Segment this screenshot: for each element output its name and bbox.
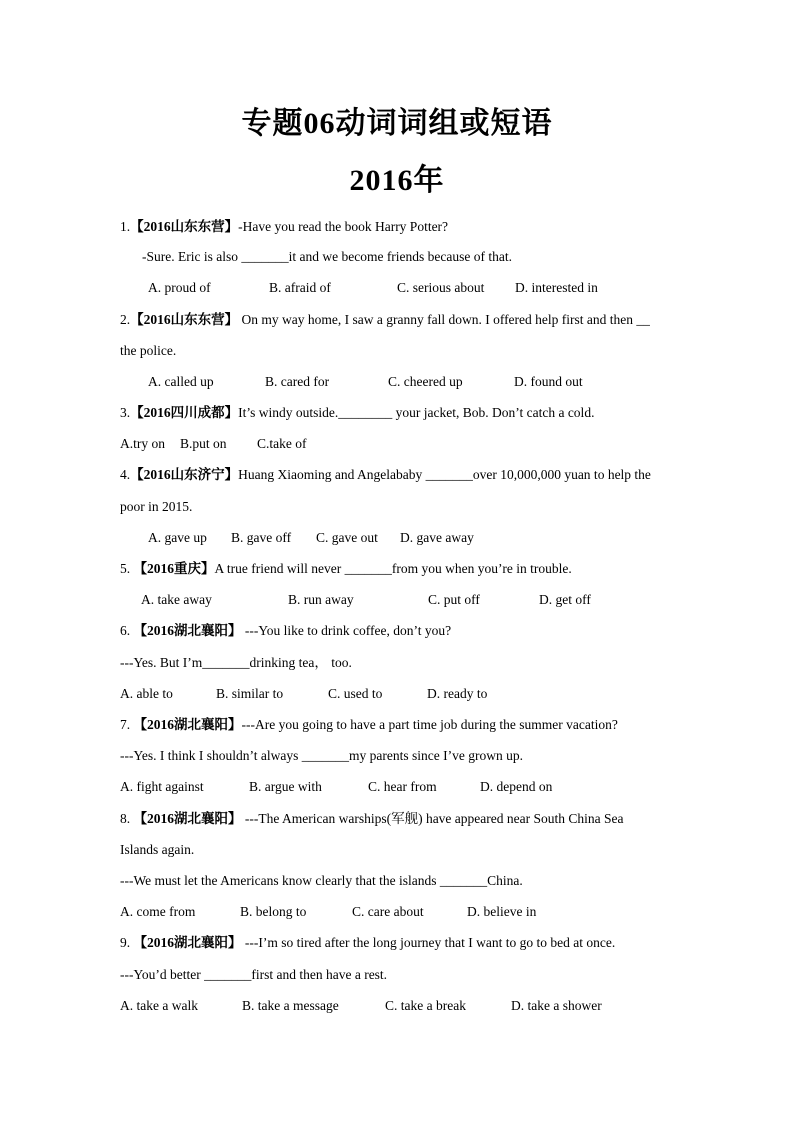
question-source: 【2016湖北襄阳】 — [133, 623, 242, 638]
option-b: B. take a message — [242, 998, 339, 1013]
question-number: 4. — [120, 467, 131, 482]
option-a: A. called up — [148, 374, 214, 389]
option-c: C. take a break — [385, 998, 466, 1013]
question-source: 【2016山东济宁】 — [130, 467, 239, 482]
question-line: poor in 2015. — [120, 499, 193, 514]
question-line: the police. — [120, 343, 177, 358]
question-2 — [120, 311, 680, 329]
option-c: C. used to — [328, 686, 383, 701]
option-a: A. fight against — [120, 779, 204, 794]
option-d: D. interested in — [515, 280, 598, 295]
option-d: D. believe in — [467, 904, 537, 919]
question-6 — [120, 622, 680, 640]
question-1 — [120, 218, 680, 236]
question-line: ---Yes. But I’m_______drinking tea， too. — [120, 655, 352, 670]
option-b: B. afraid of — [269, 280, 331, 295]
question-source: 【2016四川成都】 — [130, 405, 239, 420]
question-line: ---We must let the Americans know clearly that the islands _______China. — [120, 873, 523, 888]
option-b: B. cared for — [265, 374, 330, 389]
option-c: C. put off — [428, 592, 480, 607]
question-9 — [120, 934, 680, 952]
option-d: D. take a shower — [511, 998, 602, 1013]
question-source: 【2016山东东营】 — [130, 312, 239, 327]
option-b: B. similar to — [216, 686, 284, 701]
question-3 — [120, 404, 680, 422]
question-line: ---You’d better _______first and then have a rest. — [120, 967, 388, 982]
option-a: A. proud of — [148, 280, 211, 295]
question-stem: ---I’m so tired after the long journey that I want to go to bed at once. — [241, 935, 616, 950]
option-b: B. run away — [288, 592, 354, 607]
question-stem: ---The American warships(军舰) have appeared near South China Sea — [241, 811, 624, 826]
option-b: B. gave off — [231, 530, 292, 545]
question-number: 3. — [120, 405, 131, 420]
question-number: 6. — [120, 623, 134, 638]
option-a: A. gave up — [148, 530, 207, 545]
question-5 — [120, 560, 680, 578]
option-d: D. found out — [514, 374, 583, 389]
question-stem: -Have you read the book Harry Potter? — [238, 219, 449, 234]
question-source: 【2016重庆】 — [133, 561, 215, 576]
option-d: D. gave away — [400, 530, 474, 545]
option-c: C. gave out — [316, 530, 378, 545]
question-source: 【2016山东东营】 — [130, 219, 239, 234]
option-a: A. take away — [141, 592, 212, 607]
option-a: A. come from — [120, 904, 196, 919]
question-source: 【2016湖北襄阳】 — [133, 717, 242, 732]
option-c: C. hear from — [368, 779, 437, 794]
question-source: 【2016湖北襄阳】 — [133, 935, 242, 950]
option-a: A. take a walk — [120, 998, 198, 1013]
question-line: ---Yes. I think I shouldn’t always _______my parents since I’ve grown up. — [120, 748, 523, 763]
question-4 — [120, 466, 680, 484]
option-b: B. belong to — [240, 904, 307, 919]
question-stem: It’s windy outside.________ your jacket, Bob. Don’t catch a cold. — [238, 405, 595, 420]
option-a: A.try on — [120, 436, 165, 451]
question-7 — [120, 716, 680, 734]
question-number: 8. — [120, 811, 134, 826]
option-c: C.take of — [257, 436, 307, 451]
option-c: C. care about — [352, 904, 424, 919]
option-c: C. cheered up — [388, 374, 463, 389]
option-c: C. serious about — [397, 280, 485, 295]
option-b: B. argue with — [249, 779, 322, 794]
question-line: -Sure. Eric is also _______it and we become friends because of that. — [142, 249, 513, 264]
question-stem: On my way home, I saw a granny fall down. I offered help first and then __ — [238, 312, 650, 327]
question-stem: Huang Xiaoming and Angelababy _______over 10,000,000 yuan to help the — [238, 467, 651, 482]
option-a: A. able to — [120, 686, 173, 701]
question-number: 5. — [120, 561, 134, 576]
page-title: 专题06动词词组或短语 — [241, 107, 553, 140]
question-number: 2. — [120, 312, 131, 327]
question-number: 7. — [120, 717, 134, 732]
option-d: D. depend on — [480, 779, 553, 794]
option-d: D. get off — [539, 592, 591, 607]
question-number: 9. — [120, 935, 134, 950]
question-stem: ---You like to drink coffee, don’t you? — [241, 623, 452, 638]
question-line: Islands again. — [120, 842, 195, 857]
option-d: D. ready to — [427, 686, 488, 701]
option-b: B.put on — [180, 436, 227, 451]
question-8 — [120, 810, 680, 828]
page-subtitle: 2016年 — [349, 164, 445, 197]
question-source: 【2016湖北襄阳】 — [133, 811, 242, 826]
question-number: 1. — [120, 219, 131, 234]
question-stem: ---Are you going to have a part time job during the summer vacation? — [241, 717, 618, 732]
question-stem: A true friend will never _______from you when you’re in trouble. — [214, 561, 572, 576]
